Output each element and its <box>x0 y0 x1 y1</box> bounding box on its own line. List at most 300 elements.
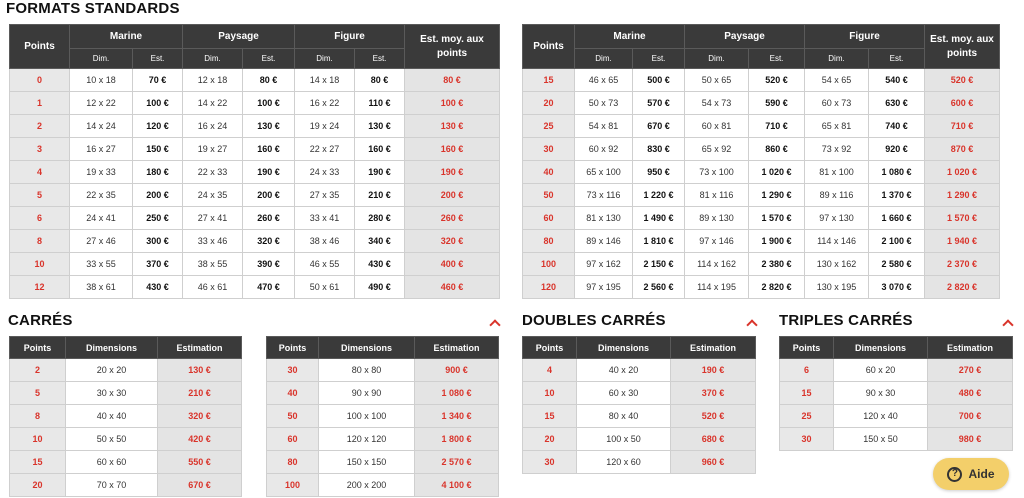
points-cell: 60 <box>267 428 319 451</box>
table-row <box>10 253 500 276</box>
estimate-cell: 920 € <box>869 138 925 161</box>
estimate-cell: 280 € <box>355 207 405 230</box>
avg-estimate-cell: 400 € <box>405 253 500 276</box>
collapse-carres-chevron-up-icon[interactable] <box>489 319 500 330</box>
header-estimation: Estimation <box>415 337 499 359</box>
avg-estimate-cell: 130 € <box>405 115 500 138</box>
dimension-cell: 22 x 33 <box>183 161 243 184</box>
estimate-cell: 590 € <box>749 92 805 115</box>
estimate-cell: 520 € <box>671 405 756 428</box>
points-cell: 60 <box>523 207 575 230</box>
estimate-cell: 430 € <box>133 276 183 299</box>
table-row <box>10 428 242 451</box>
estimate-cell: 370 € <box>133 253 183 276</box>
estimate-cell: 250 € <box>133 207 183 230</box>
dimension-cell: 20 x 20 <box>66 359 158 382</box>
points-cell: 30 <box>780 428 834 451</box>
dimension-cell: 24 x 33 <box>295 161 355 184</box>
points-cell: 10 <box>10 253 70 276</box>
table-row <box>523 138 1000 161</box>
dimension-cell: 89 x 116 <box>805 184 869 207</box>
points-cell: 4 <box>10 161 70 184</box>
estimate-cell: 200 € <box>243 184 295 207</box>
dimension-cell: 40 x 20 <box>577 359 671 382</box>
table-row <box>10 207 500 230</box>
dimension-cell: 22 x 35 <box>70 184 133 207</box>
points-cell: 10 <box>10 428 66 451</box>
table-row <box>523 92 1000 115</box>
dimension-cell: 120 x 60 <box>577 451 671 474</box>
dimension-cell: 50 x 50 <box>66 428 158 451</box>
table-row <box>267 382 499 405</box>
dimension-cell: 114 x 146 <box>805 230 869 253</box>
header-est: Est. <box>633 49 685 69</box>
points-cell: 0 <box>10 69 70 92</box>
estimate-cell: 80 € <box>355 69 405 92</box>
triples-carres-table <box>779 336 1013 451</box>
points-cell: 6 <box>10 207 70 230</box>
dimension-cell: 14 x 24 <box>70 115 133 138</box>
estimate-cell: 160 € <box>355 138 405 161</box>
dimension-cell: 89 x 130 <box>685 207 749 230</box>
section-title-triples-carres: TRIPLES CARRÉS <box>779 312 913 329</box>
estimate-cell: 710 € <box>749 115 805 138</box>
estimate-cell: 260 € <box>243 207 295 230</box>
table-row <box>10 230 500 253</box>
header-dim: Dim. <box>685 49 749 69</box>
table-row <box>523 382 756 405</box>
dimension-cell: 114 x 195 <box>685 276 749 299</box>
header-est: Est. <box>243 49 295 69</box>
table-row <box>10 138 500 161</box>
estimate-cell: 1 370 € <box>869 184 925 207</box>
carres-table-a <box>9 336 242 497</box>
avg-estimate-cell: 1 940 € <box>925 230 1000 253</box>
points-cell: 5 <box>10 184 70 207</box>
table-row <box>10 359 242 382</box>
dimension-cell: 120 x 120 <box>319 428 415 451</box>
dimension-cell: 80 x 80 <box>319 359 415 382</box>
table-row <box>267 451 499 474</box>
estimate-cell: 490 € <box>355 276 405 299</box>
estimate-cell: 190 € <box>355 161 405 184</box>
header-points: Points <box>523 337 577 359</box>
dimension-cell: 27 x 41 <box>183 207 243 230</box>
table-row <box>780 428 1013 451</box>
table-row <box>523 253 1000 276</box>
estimate-cell: 670 € <box>633 115 685 138</box>
table-row <box>523 230 1000 253</box>
dimension-cell: 19 x 33 <box>70 161 133 184</box>
estimate-cell: 700 € <box>928 405 1013 428</box>
estimate-cell: 520 € <box>749 69 805 92</box>
points-cell: 50 <box>267 405 319 428</box>
section-title-formats-standards: FORMATS STANDARDS <box>6 0 180 17</box>
dimension-cell: 90 x 90 <box>319 382 415 405</box>
points-cell: 10 <box>523 382 577 405</box>
estimate-cell: 960 € <box>671 451 756 474</box>
avg-estimate-cell: 260 € <box>405 207 500 230</box>
dimension-cell: 30 x 30 <box>66 382 158 405</box>
header-est: Est. <box>869 49 925 69</box>
estimate-cell: 980 € <box>928 428 1013 451</box>
avg-estimate-cell: 870 € <box>925 138 1000 161</box>
dimension-cell: 60 x 81 <box>685 115 749 138</box>
estimate-cell: 2 100 € <box>869 230 925 253</box>
table-row <box>523 161 1000 184</box>
section-title-carres: CARRÉS <box>8 312 73 329</box>
estimate-cell: 110 € <box>355 92 405 115</box>
estimate-cell: 830 € <box>633 138 685 161</box>
header-avg: Est. moy. aux points <box>405 25 500 69</box>
estimate-cell: 2 150 € <box>633 253 685 276</box>
dimension-cell: 120 x 40 <box>834 405 928 428</box>
estimate-cell: 340 € <box>355 230 405 253</box>
collapse-doubles-chevron-up-icon[interactable] <box>746 319 757 330</box>
dimension-cell: 73 x 116 <box>575 184 633 207</box>
header-points: Points <box>780 337 834 359</box>
points-cell: 20 <box>523 428 577 451</box>
estimate-cell: 420 € <box>158 428 242 451</box>
estimate-cell: 70 € <box>133 69 183 92</box>
points-cell: 15 <box>523 69 575 92</box>
estimate-cell: 130 € <box>355 115 405 138</box>
dimension-cell: 97 x 195 <box>575 276 633 299</box>
table-row <box>10 451 242 474</box>
avg-estimate-cell: 200 € <box>405 184 500 207</box>
estimate-cell: 100 € <box>133 92 183 115</box>
dimension-cell: 81 x 116 <box>685 184 749 207</box>
points-cell: 30 <box>267 359 319 382</box>
table-row <box>780 359 1013 382</box>
estimate-cell: 900 € <box>415 359 499 382</box>
dimension-cell: 27 x 46 <box>70 230 133 253</box>
avg-estimate-cell: 1 570 € <box>925 207 1000 230</box>
points-cell: 120 <box>523 276 575 299</box>
points-cell: 3 <box>10 138 70 161</box>
avg-estimate-cell: 710 € <box>925 115 1000 138</box>
header-est: Est. <box>355 49 405 69</box>
header-est: Est. <box>133 49 183 69</box>
points-cell: 20 <box>10 474 66 497</box>
header-points: Points <box>523 25 575 69</box>
estimate-cell: 190 € <box>671 359 756 382</box>
dimension-cell: 46 x 65 <box>575 69 633 92</box>
estimate-cell: 2 570 € <box>415 451 499 474</box>
table-row <box>10 405 242 428</box>
table-row <box>10 276 500 299</box>
dimension-cell: 46 x 55 <box>295 253 355 276</box>
header-marine: Marine <box>575 25 685 49</box>
estimate-cell: 1 020 € <box>749 161 805 184</box>
estimate-cell: 300 € <box>133 230 183 253</box>
collapse-triples-chevron-up-icon[interactable] <box>1002 319 1013 330</box>
dimension-cell: 33 x 41 <box>295 207 355 230</box>
points-cell: 50 <box>523 184 575 207</box>
header-points: Points <box>10 337 66 359</box>
estimate-cell: 2 380 € <box>749 253 805 276</box>
points-cell: 1 <box>10 92 70 115</box>
dimension-cell: 60 x 60 <box>66 451 158 474</box>
dimension-cell: 70 x 70 <box>66 474 158 497</box>
header-dim: Dim. <box>70 49 133 69</box>
estimate-cell: 1 900 € <box>749 230 805 253</box>
dimension-cell: 114 x 162 <box>685 253 749 276</box>
estimate-cell: 2 820 € <box>749 276 805 299</box>
table-row <box>523 405 756 428</box>
dimension-cell: 150 x 50 <box>834 428 928 451</box>
table-row <box>523 115 1000 138</box>
header-dimensions: Dimensions <box>319 337 415 359</box>
estimate-cell: 1 220 € <box>633 184 685 207</box>
header-dimensions: Dimensions <box>66 337 158 359</box>
dimension-cell: 65 x 92 <box>685 138 749 161</box>
dimension-cell: 40 x 40 <box>66 405 158 428</box>
table-row <box>780 405 1013 428</box>
estimate-cell: 3 070 € <box>869 276 925 299</box>
points-cell: 12 <box>10 276 70 299</box>
avg-estimate-cell: 320 € <box>405 230 500 253</box>
dimension-cell: 16 x 24 <box>183 115 243 138</box>
table-row <box>10 115 500 138</box>
dimension-cell: 14 x 22 <box>183 92 243 115</box>
header-dimensions: Dimensions <box>577 337 671 359</box>
dimension-cell: 200 x 200 <box>319 474 415 497</box>
dimension-cell: 130 x 162 <box>805 253 869 276</box>
dimension-cell: 73 x 92 <box>805 138 869 161</box>
header-estimation: Estimation <box>928 337 1013 359</box>
points-cell: 40 <box>267 382 319 405</box>
table-row <box>267 405 499 428</box>
section-title-doubles-carres: DOUBLES CARRÉS <box>522 312 666 329</box>
standards-table-left <box>9 24 500 299</box>
avg-estimate-cell: 2 820 € <box>925 276 1000 299</box>
avg-estimate-cell: 1 020 € <box>925 161 1000 184</box>
estimate-cell: 670 € <box>158 474 242 497</box>
estimate-cell: 80 € <box>243 69 295 92</box>
header-dim: Dim. <box>295 49 355 69</box>
estimate-cell: 630 € <box>869 92 925 115</box>
dimension-cell: 38 x 61 <box>70 276 133 299</box>
avg-estimate-cell: 1 290 € <box>925 184 1000 207</box>
dimension-cell: 24 x 35 <box>183 184 243 207</box>
estimate-cell: 2 580 € <box>869 253 925 276</box>
dimension-cell: 27 x 35 <box>295 184 355 207</box>
table-row <box>10 474 242 497</box>
dimension-cell: 12 x 22 <box>70 92 133 115</box>
estimate-cell: 470 € <box>243 276 295 299</box>
header-points: Points <box>267 337 319 359</box>
points-cell: 15 <box>10 451 66 474</box>
estimate-cell: 1 080 € <box>869 161 925 184</box>
doubles-carres-table <box>522 336 756 474</box>
points-cell: 5 <box>10 382 66 405</box>
table-row <box>523 207 1000 230</box>
dimension-cell: 16 x 27 <box>70 138 133 161</box>
question-circle-icon: ? <box>947 467 962 482</box>
table-row <box>267 428 499 451</box>
estimate-cell: 480 € <box>928 382 1013 405</box>
estimate-cell: 130 € <box>243 115 295 138</box>
dimension-cell: 16 x 22 <box>295 92 355 115</box>
dimension-cell: 46 x 61 <box>183 276 243 299</box>
estimate-cell: 1 660 € <box>869 207 925 230</box>
points-cell: 30 <box>523 451 577 474</box>
dimension-cell: 97 x 146 <box>685 230 749 253</box>
estimate-cell: 4 100 € <box>415 474 499 497</box>
points-cell: 6 <box>780 359 834 382</box>
avg-estimate-cell: 80 € <box>405 69 500 92</box>
dimension-cell: 24 x 41 <box>70 207 133 230</box>
table-row <box>523 451 756 474</box>
dimension-cell: 50 x 65 <box>685 69 749 92</box>
estimate-cell: 1 490 € <box>633 207 685 230</box>
dimension-cell: 19 x 27 <box>183 138 243 161</box>
estimate-cell: 210 € <box>158 382 242 405</box>
estimate-cell: 500 € <box>633 69 685 92</box>
estimate-cell: 860 € <box>749 138 805 161</box>
avg-estimate-cell: 2 370 € <box>925 253 1000 276</box>
avg-estimate-cell: 160 € <box>405 138 500 161</box>
standards-table-right <box>522 24 1000 299</box>
table-row <box>10 382 242 405</box>
header-est: Est. <box>749 49 805 69</box>
dimension-cell: 65 x 81 <box>805 115 869 138</box>
estimate-cell: 2 560 € <box>633 276 685 299</box>
dimension-cell: 60 x 73 <box>805 92 869 115</box>
table-row <box>10 92 500 115</box>
header-paysage: Paysage <box>685 25 805 49</box>
points-cell: 80 <box>267 451 319 474</box>
dimension-cell: 60 x 30 <box>577 382 671 405</box>
dimension-cell: 38 x 55 <box>183 253 243 276</box>
header-estimation: Estimation <box>671 337 756 359</box>
avg-estimate-cell: 190 € <box>405 161 500 184</box>
points-cell: 40 <box>523 161 575 184</box>
points-cell: 8 <box>10 230 70 253</box>
points-cell: 4 <box>523 359 577 382</box>
table-row <box>267 359 499 382</box>
header-marine: Marine <box>70 25 183 49</box>
estimate-cell: 1 800 € <box>415 428 499 451</box>
estimate-cell: 270 € <box>928 359 1013 382</box>
table-row <box>780 382 1013 405</box>
points-cell: 2 <box>10 115 70 138</box>
estimate-cell: 1 340 € <box>415 405 499 428</box>
dimension-cell: 90 x 30 <box>834 382 928 405</box>
estimate-cell: 1 290 € <box>749 184 805 207</box>
estimate-cell: 150 € <box>133 138 183 161</box>
table-row <box>523 276 1000 299</box>
dimension-cell: 12 x 18 <box>183 69 243 92</box>
points-cell: 100 <box>267 474 319 497</box>
estimate-cell: 200 € <box>133 184 183 207</box>
dimension-cell: 65 x 100 <box>575 161 633 184</box>
dimension-cell: 54 x 73 <box>685 92 749 115</box>
estimate-cell: 1 080 € <box>415 382 499 405</box>
header-paysage: Paysage <box>183 25 295 49</box>
dimension-cell: 100 x 50 <box>577 428 671 451</box>
estimate-cell: 1 810 € <box>633 230 685 253</box>
header-estimation: Estimation <box>158 337 242 359</box>
estimate-cell: 540 € <box>869 69 925 92</box>
points-cell: 100 <box>523 253 575 276</box>
estimate-cell: 370 € <box>671 382 756 405</box>
dimension-cell: 97 x 162 <box>575 253 633 276</box>
estimate-cell: 740 € <box>869 115 925 138</box>
dimension-cell: 14 x 18 <box>295 69 355 92</box>
table-row <box>10 184 500 207</box>
dimension-cell: 73 x 100 <box>685 161 749 184</box>
estimate-cell: 430 € <box>355 253 405 276</box>
header-dim: Dim. <box>805 49 869 69</box>
header-figure: Figure <box>295 25 405 49</box>
dimension-cell: 80 x 40 <box>577 405 671 428</box>
carres-table-b <box>266 336 499 497</box>
dimension-cell: 60 x 20 <box>834 359 928 382</box>
estimate-cell: 210 € <box>355 184 405 207</box>
dimension-cell: 10 x 18 <box>70 69 133 92</box>
header-dimensions: Dimensions <box>834 337 928 359</box>
dimension-cell: 60 x 92 <box>575 138 633 161</box>
estimate-cell: 320 € <box>158 405 242 428</box>
points-cell: 80 <box>523 230 575 253</box>
points-cell: 15 <box>523 405 577 428</box>
dimension-cell: 50 x 61 <box>295 276 355 299</box>
table-row <box>523 359 756 382</box>
estimate-cell: 160 € <box>243 138 295 161</box>
points-cell: 25 <box>523 115 575 138</box>
dimension-cell: 38 x 46 <box>295 230 355 253</box>
dimension-cell: 130 x 195 <box>805 276 869 299</box>
estimate-cell: 320 € <box>243 230 295 253</box>
header-avg: Est. moy. aux points <box>925 25 1000 69</box>
avg-estimate-cell: 100 € <box>405 92 500 115</box>
estimate-cell: 190 € <box>243 161 295 184</box>
header-dim: Dim. <box>183 49 243 69</box>
estimate-cell: 680 € <box>671 428 756 451</box>
dimension-cell: 33 x 55 <box>70 253 133 276</box>
estimate-cell: 950 € <box>633 161 685 184</box>
table-row <box>523 69 1000 92</box>
dimension-cell: 81 x 100 <box>805 161 869 184</box>
avg-estimate-cell: 600 € <box>925 92 1000 115</box>
help-button[interactable] <box>933 458 1009 490</box>
avg-estimate-cell: 460 € <box>405 276 500 299</box>
points-cell: 8 <box>10 405 66 428</box>
points-cell: 2 <box>10 359 66 382</box>
dimension-cell: 33 x 46 <box>183 230 243 253</box>
estimate-cell: 130 € <box>158 359 242 382</box>
dimension-cell: 50 x 73 <box>575 92 633 115</box>
table-row <box>10 161 500 184</box>
estimate-cell: 100 € <box>243 92 295 115</box>
estimate-cell: 180 € <box>133 161 183 184</box>
estimate-cell: 1 570 € <box>749 207 805 230</box>
avg-estimate-cell: 520 € <box>925 69 1000 92</box>
help-label: Aide <box>968 467 995 481</box>
points-cell: 15 <box>780 382 834 405</box>
dimension-cell: 22 x 27 <box>295 138 355 161</box>
header-figure: Figure <box>805 25 925 49</box>
dimension-cell: 97 x 130 <box>805 207 869 230</box>
dimension-cell: 54 x 65 <box>805 69 869 92</box>
dimension-cell: 54 x 81 <box>575 115 633 138</box>
dimension-cell: 100 x 100 <box>319 405 415 428</box>
points-cell: 25 <box>780 405 834 428</box>
estimate-cell: 570 € <box>633 92 685 115</box>
header-dim: Dim. <box>575 49 633 69</box>
